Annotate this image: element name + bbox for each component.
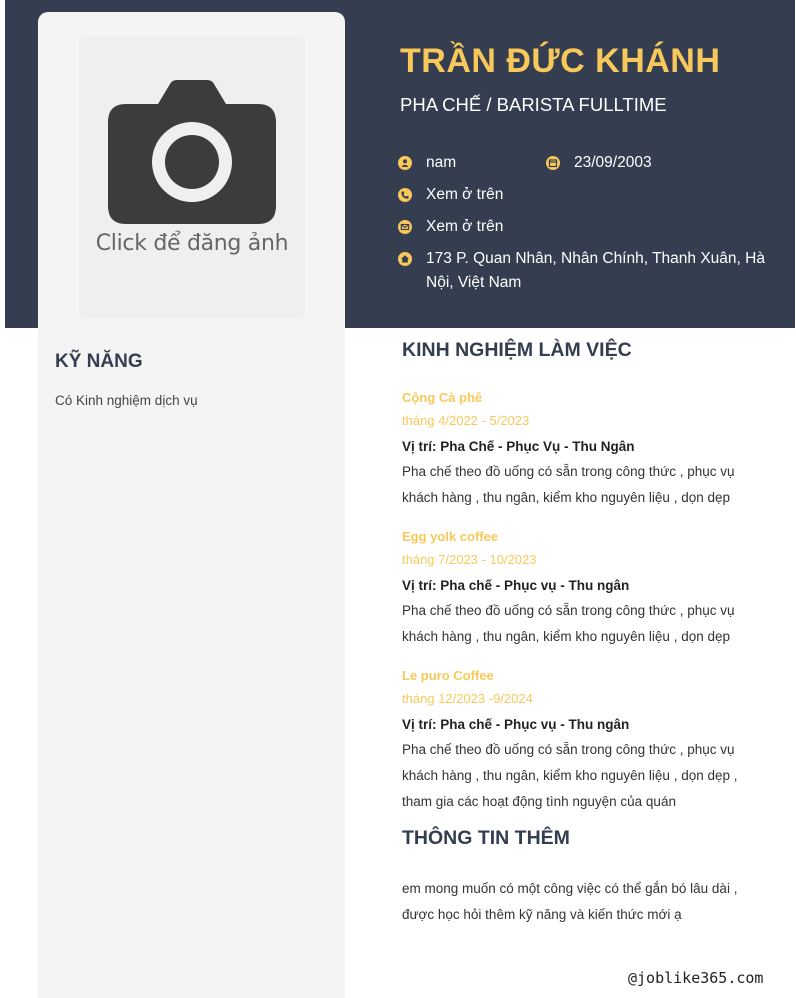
job-item [402,667,762,815]
address-text: 173 P. Quan Nhân, Nhân Chính, Thanh Xuân, Hà Nội, Việt Nam [426,250,765,291]
sidebar [38,12,345,998]
extra-info-title: THÔNG TIN THÊM [402,827,570,849]
candidate-role: PHA CHẾ / BARISTA FULLTIME [400,94,667,115]
phone-text: Xem ở trên [426,186,504,203]
job-description: Pha chế theo đồ uống có sẵn trong công thức , phục vụ khách hàng , thu ngân, kiểm kho nguyên liệu , dọn dẹp , tham gia các hoạt động tình nguyện của quán [402,742,738,809]
birthdate-text: 23/09/2003 [574,154,652,171]
email-item [398,215,503,239]
job-item [402,389,762,511]
calendar-icon [546,156,560,170]
job-item [402,528,762,650]
job-period: tháng 4/2022 - 5/2023 [402,413,530,428]
extra-info-text: em mong muốn có một công việc có thể gắn bó lâu dài , được học hỏi thêm kỹ năng và kiến thức mới ạ [402,881,738,922]
job-period: tháng 12/2023 -9/2024 [402,691,533,706]
phone-icon [398,188,412,202]
job-position: Vị trí: Pha chế - Phục vụ - Thu ngân [402,578,630,593]
job-company: Cộng Cà phê [402,390,483,405]
job-description: Pha chế theo đồ uống có sẵn trong công thức , phục vụ khách hàng , thu ngân, kiểm kho nguyên liệu , dọn dẹp [402,464,735,505]
phone-item [398,183,503,207]
user-icon [398,156,412,170]
candidate-name: TRẦN ĐỨC KHÁNH [400,42,721,80]
gender-text: nam [426,154,457,171]
job-company: Le puro Coffee [402,668,494,683]
email-text: Xem ở trên [426,218,504,235]
job-position: Vị trí: Pha chế - Phục vụ - Thu ngân [402,717,630,732]
job-period: tháng 7/2023 - 10/2023 [402,552,537,567]
mail-icon [398,220,412,234]
photo-upload-label: Click để đăng ảnh [95,231,289,256]
gender-item [398,151,456,175]
experience-title: KINH NGHIỆM LÀM VIỆC [402,339,632,361]
photo-upload[interactable] [79,36,305,318]
job-description: Pha chế theo đồ uống có sẵn trong công thức , phục vụ khách hàng , thu ngân, kiểm kho nguyên liệu , dọn dẹp [402,603,735,644]
job-company: Egg yolk coffee [402,529,499,544]
job-position: Vị trí: Pha Chế - Phục Vụ - Thu Ngân [402,439,635,454]
address-item [398,247,768,295]
camera-icon [108,78,276,224]
skills-title: KỸ NĂNG [55,351,143,372]
watermark: @joblike365.com [628,969,764,987]
home-icon [398,252,412,266]
skills-text: Có Kinh nghiệm dịch vụ [55,393,198,408]
birthdate-item [546,151,652,175]
